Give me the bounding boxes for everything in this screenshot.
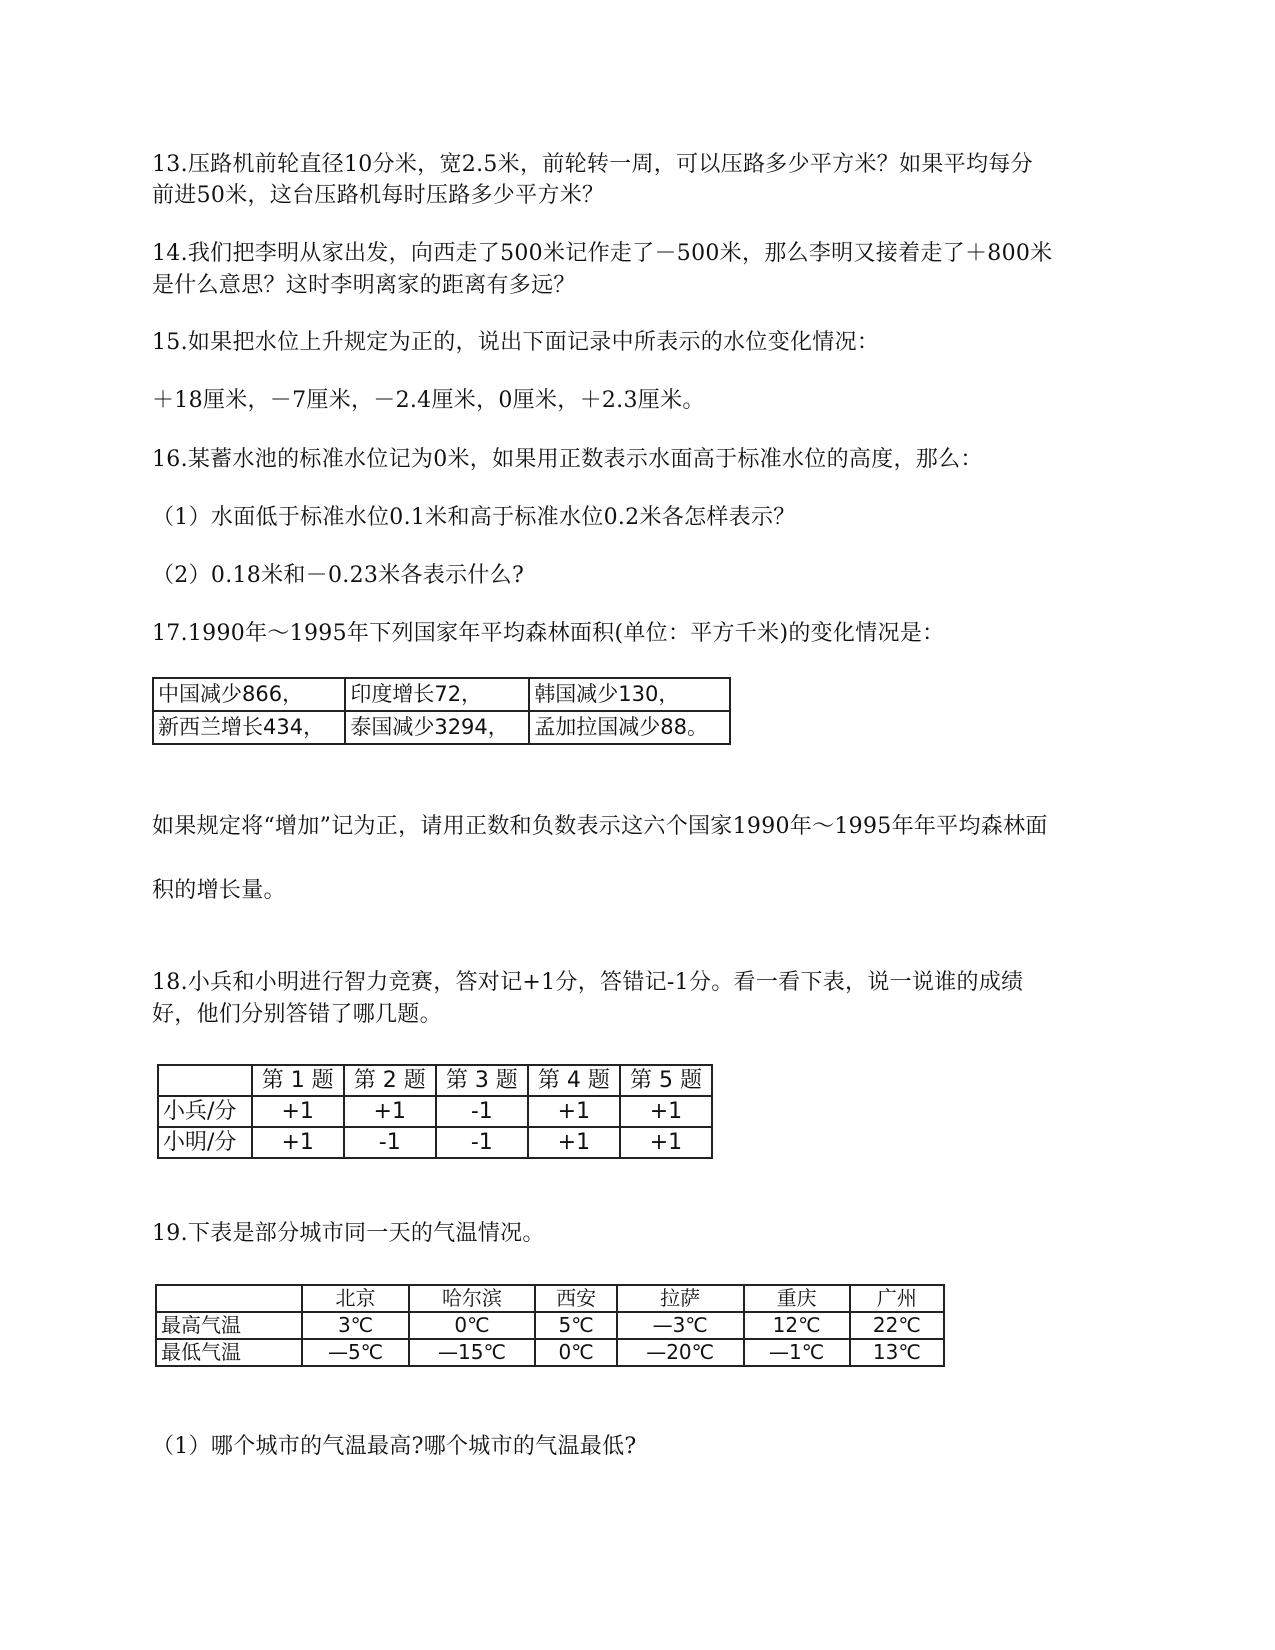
table-header-cell: 第 4 题 bbox=[528, 1065, 620, 1096]
table-cell: +1 bbox=[528, 1096, 620, 1127]
table-cell: 22℃ bbox=[850, 1312, 944, 1339]
row-header-cell: 最低气温 bbox=[156, 1339, 302, 1366]
q16-line-1: 16.某蓄水池的标准水位记为0米，如果用正数表示水面高于标准水位的高度，那么： bbox=[152, 447, 983, 472]
table-cell: 5℃ bbox=[535, 1312, 616, 1339]
table-cell: —15℃ bbox=[409, 1339, 536, 1366]
table-row bbox=[158, 1127, 712, 1158]
q18-line-2: 好，他们分别答错了哪几题。 bbox=[152, 1002, 442, 1027]
table-cell: -1 bbox=[436, 1096, 528, 1127]
table-header-row bbox=[158, 1065, 712, 1096]
table-header-cell: 第 5 题 bbox=[620, 1065, 712, 1096]
q17-after-1: 如果规定将“增加”记为正，请用正数和负数表示这六个国家1990年～1995年年平均森林面 bbox=[152, 814, 1048, 839]
q15-line-1: 15.如果把水位上升规定为正的，说出下面记录中所表示的水位变化情况： bbox=[152, 330, 880, 355]
table-header-row bbox=[156, 1285, 944, 1312]
table-row bbox=[153, 678, 730, 711]
table-cell: +1 bbox=[620, 1127, 712, 1158]
q13-line-1: 13.压路机前轮直径10分米，宽2.5米，前轮转一周，可以压路多少平方米？如果平均每分 bbox=[152, 152, 1033, 177]
table-header-cell: 第 3 题 bbox=[436, 1065, 528, 1096]
table-row bbox=[156, 1339, 944, 1366]
table-header-cell: 广州 bbox=[850, 1285, 944, 1312]
row-header-cell: 最高气温 bbox=[156, 1312, 302, 1339]
table-header-cell: 拉萨 bbox=[617, 1285, 744, 1312]
table-cell: +1 bbox=[344, 1096, 436, 1127]
table-cell: +1 bbox=[528, 1127, 620, 1158]
table-cell: 中国减少866， bbox=[153, 678, 345, 711]
table-cell: 泰国减少3294， bbox=[345, 711, 529, 744]
table-cell: +1 bbox=[620, 1096, 712, 1127]
table-row bbox=[156, 1312, 944, 1339]
table-header-cell: 哈尔滨 bbox=[409, 1285, 536, 1312]
table-cell: —20℃ bbox=[617, 1339, 744, 1366]
table-header-cell: 西安 bbox=[535, 1285, 616, 1312]
table-cell: —1℃ bbox=[744, 1339, 850, 1366]
q17-after-2: 积的增长量。 bbox=[152, 878, 286, 903]
q18-line-1: 18.小兵和小明进行智力竞赛，答对记+1分，答错记-1分。看一看下表，说一说谁的成绩 bbox=[152, 970, 1024, 995]
table-header-cell: 第 2 题 bbox=[344, 1065, 436, 1096]
table-cell: 12℃ bbox=[744, 1312, 850, 1339]
q14-line-2: 是什么意思？这时李明离家的距离有多远？ bbox=[152, 273, 576, 298]
q16-sub-1: （1）水面低于标准水位0.1米和高于标准水位0.2米各怎样表示？ bbox=[152, 505, 796, 530]
table-cell: 孟加拉国减少88。 bbox=[529, 711, 730, 744]
q15-line-2: ＋18厘米，－7厘米，－2.4厘米，0厘米，＋2.3厘米。 bbox=[152, 388, 705, 413]
table-cell: 3℃ bbox=[302, 1312, 408, 1339]
q16-sub-2: （2）0.18米和－0.23米各表示什么? bbox=[152, 563, 525, 588]
table-cell: -1 bbox=[436, 1127, 528, 1158]
quiz-score-table bbox=[157, 1064, 713, 1159]
q13-line-2: 前进50米，这台压路机每时压路多少平方米？ bbox=[152, 183, 605, 208]
table-corner-cell bbox=[158, 1065, 252, 1096]
q14-line-1: 14.我们把李明从家出发，向西走了500米记作走了－500米，那么李明又接着走了＋800米 bbox=[152, 241, 1053, 266]
row-header-cell: 小明/分 bbox=[158, 1127, 252, 1158]
city-temperature-table bbox=[155, 1284, 945, 1367]
table-cell: 韩国减少130， bbox=[529, 678, 730, 711]
table-header-cell: 北京 bbox=[302, 1285, 408, 1312]
table-cell: 0℃ bbox=[409, 1312, 536, 1339]
table-row bbox=[158, 1096, 712, 1127]
table-cell: -1 bbox=[344, 1127, 436, 1158]
row-header-cell: 小兵/分 bbox=[158, 1096, 252, 1127]
table-header-cell: 第 1 题 bbox=[252, 1065, 344, 1096]
q17-line-1: 17.1990年～1995年下列国家年平均森林面积(单位：平方千米)的变化情况是： bbox=[152, 621, 945, 646]
table-cell: 13℃ bbox=[850, 1339, 944, 1366]
q19-sub-1: （1）哪个城市的气温最高?哪个城市的气温最低? bbox=[152, 1434, 637, 1459]
table-cell: —3℃ bbox=[617, 1312, 744, 1339]
table-cell: +1 bbox=[252, 1096, 344, 1127]
q19-line-1: 19.下表是部分城市同一天的气温情况。 bbox=[152, 1221, 545, 1246]
table-cell: —5℃ bbox=[302, 1339, 408, 1366]
table-cell: 0℃ bbox=[535, 1339, 616, 1366]
table-cell: 新西兰增长434， bbox=[153, 711, 345, 744]
table-header-cell: 重庆 bbox=[744, 1285, 850, 1312]
table-corner-cell bbox=[156, 1285, 302, 1312]
table-row bbox=[153, 711, 730, 744]
table-cell: +1 bbox=[252, 1127, 344, 1158]
forest-change-table bbox=[152, 677, 731, 745]
table-cell: 印度增长72， bbox=[345, 678, 529, 711]
